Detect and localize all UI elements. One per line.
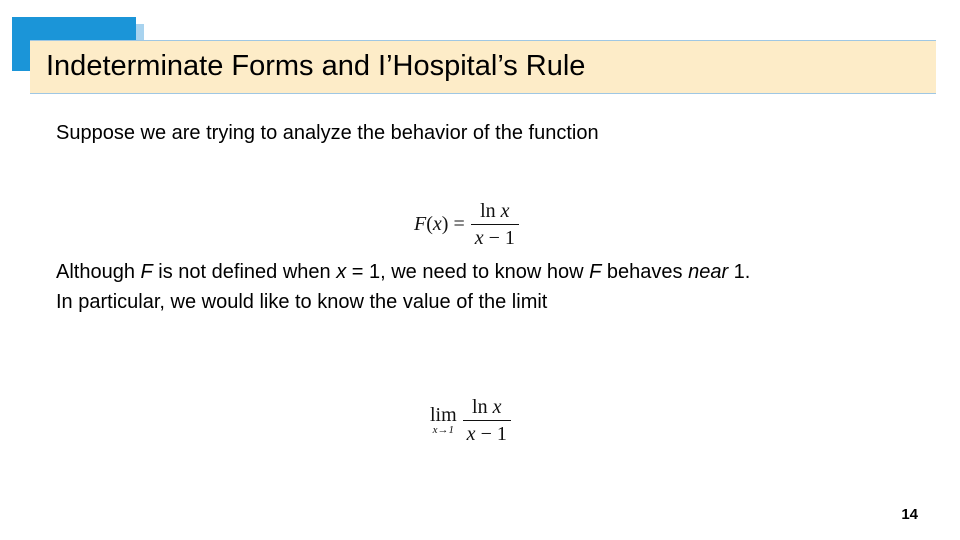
denominator-variable: x (466, 423, 476, 445)
slide-title: Indeterminate Forms and I’Hospital’s Rule (46, 50, 586, 82)
denominator-rest: − 1 (475, 423, 507, 445)
lhs-close-equals: ) = (441, 213, 465, 235)
context-paragraph (56, 257, 750, 317)
page-number: 14 (901, 506, 918, 523)
limit-fraction-numerator (468, 396, 505, 420)
fraction-numerator (476, 200, 513, 224)
lhs-open-paren: ( (426, 213, 433, 235)
text-run: Although (56, 261, 141, 283)
context-line-2: In particular, we would like to know the value of the limit (56, 291, 548, 313)
limit-approach: x→1 (432, 423, 455, 436)
text-run: = 1, we need to know how (346, 261, 590, 283)
text-run: is not defined when (152, 261, 337, 283)
text-run-italic: x (336, 261, 347, 283)
context-line-1 (56, 257, 750, 287)
function-fraction (471, 200, 519, 249)
fraction-denominator (471, 225, 519, 249)
limit-equation (430, 396, 511, 445)
denominator-variable: x (474, 227, 484, 249)
text-run-italic: F (140, 261, 153, 283)
equation-lhs (414, 213, 465, 236)
numerator-variable: x (492, 396, 502, 418)
function-definition-equation (414, 200, 519, 249)
numerator-variable: x (500, 200, 510, 222)
limit-fraction (463, 396, 511, 445)
denominator-rest: − 1 (483, 227, 515, 249)
numerator-ln: ln (480, 200, 501, 222)
limit-label: lim (430, 403, 457, 426)
numerator-ln: ln (472, 396, 493, 418)
lhs-function-name: F (414, 213, 427, 235)
limit-operator (430, 403, 457, 436)
lhs-variable: x (432, 213, 442, 235)
limit-fraction-denominator (463, 421, 511, 445)
text-run: 1. (728, 261, 751, 283)
limit-subscript (433, 424, 454, 436)
text-run-italic: near (688, 261, 729, 283)
intro-paragraph: Suppose we are trying to analyze the behavior of the function (56, 122, 599, 144)
text-run-italic: F (589, 261, 602, 283)
text-run: behaves (601, 261, 689, 283)
